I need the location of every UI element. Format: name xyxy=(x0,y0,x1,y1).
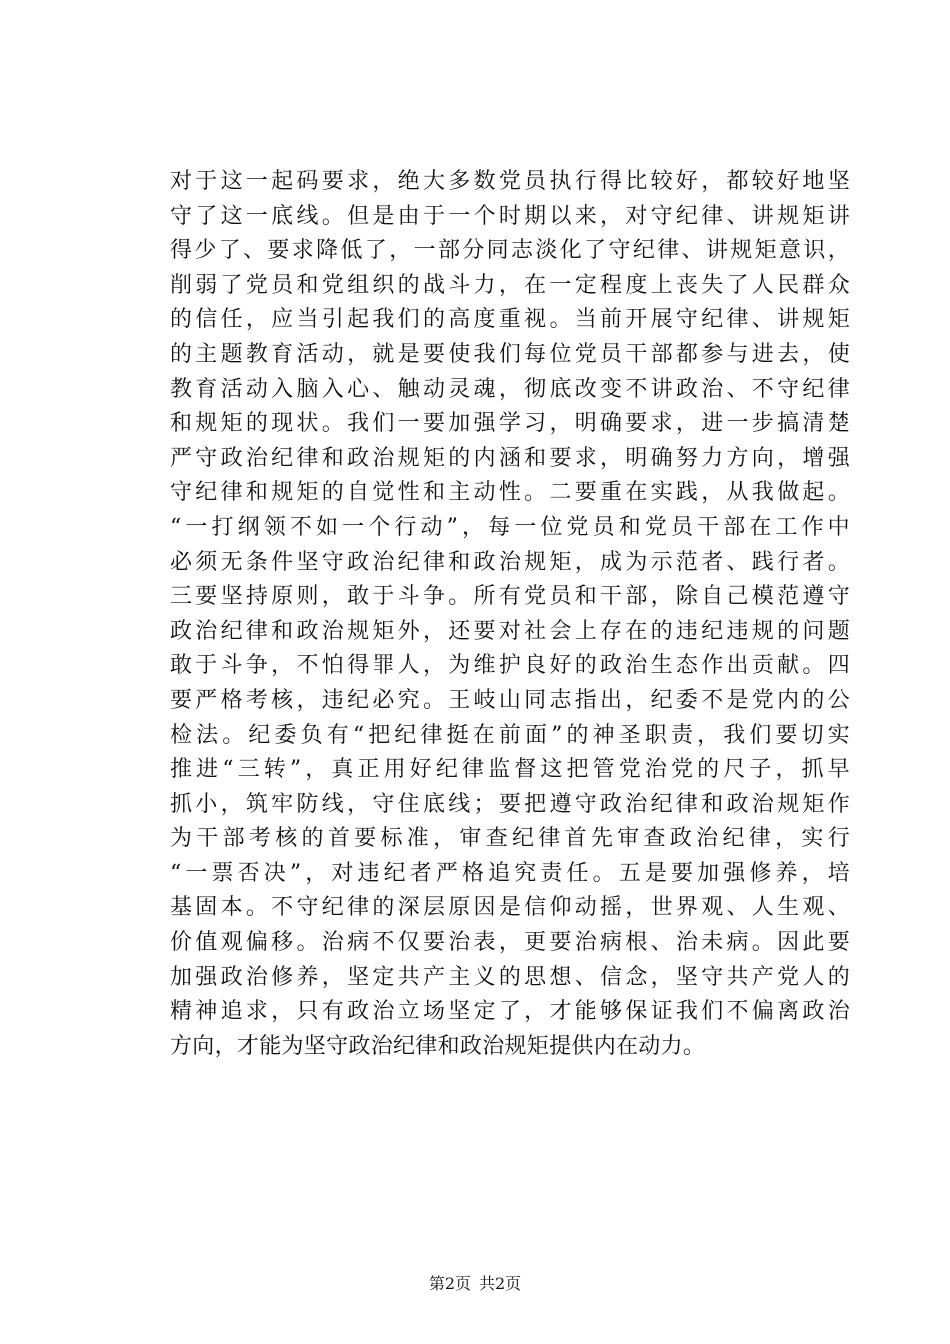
text-line: 精神追求，只有政治立场坚定了，才能够保证我们不偏离政治 xyxy=(170,999,850,1025)
body-paragraph xyxy=(170,165,850,1064)
page-total: 共2页 xyxy=(479,1274,522,1293)
text-line: 对于这一起码要求，绝大多数党员执行得比较好，都较好地坚 xyxy=(170,169,850,194)
text-line: 要严格考核，违纪必究。王岐山同志指出，纪委不是党内的公 xyxy=(170,687,850,713)
text-line: 抓小，筑牢防线，守住底线；要把遵守政治纪律和政治规矩作 xyxy=(170,791,850,817)
text-line: 为干部考核的首要标准，审查纪律首先审查政治纪律，实行 xyxy=(170,826,850,852)
text-line: 推进“三转”，真正用好纪律监督这把管党治党的尺子，抓早 xyxy=(170,757,850,783)
text-line: 政治纪律和政治规矩外，还要对社会上存在的违纪违规的问题 xyxy=(170,618,850,644)
text-line: 严守政治纪律和政治规矩的内涵和要求，明确努力方向，增强 xyxy=(170,445,850,471)
text-line: 得少了、要求降低了，一部分同志淡化了守纪律、讲规矩意识， xyxy=(170,238,850,264)
text-line: “一打纲领不如一个行动”，每一位党员和党员干部在工作中 xyxy=(170,514,850,540)
text-line: 的主题教育活动，就是要使我们每位党员干部都参与进去，使 xyxy=(170,341,850,367)
text-line: 敢于斗争，不怕得罪人，为维护良好的政治生态作出贡献。四 xyxy=(170,653,850,679)
text-line: 方向，才能为坚守政治纪律和政治规矩提供内在动力。 xyxy=(170,1033,706,1059)
text-line: 守纪律和规矩的自觉性和主动性。二要重在实践，从我做起。 xyxy=(170,480,850,506)
text-line: 基固本。不守纪律的深层原因是信仰动摇，世界观、人生观、 xyxy=(170,895,850,921)
page-footer xyxy=(0,1274,950,1294)
text-line: 削弱了党员和党组织的战斗力，在一定程度上丧失了人民群众 xyxy=(170,272,850,298)
text-line: “一票否决”，对违纪者严格追究责任。五是要加强修养，培 xyxy=(170,860,850,886)
text-line: 检法。纪委负有“把纪律挺在前面”的神圣职责，我们要切实 xyxy=(170,722,850,748)
text-line: 三要坚持原则，敢于斗争。所有党员和干部，除自己模范遵守 xyxy=(170,584,850,610)
text-line: 和规矩的现状。我们一要加强学习，明确要求，进一步搞清楚 xyxy=(170,411,850,437)
page-number: 第2页 xyxy=(428,1274,471,1293)
text-line: 加强政治修养，坚定共产主义的思想、信念，坚守共产党人的 xyxy=(170,964,850,990)
text-line: 的信任，应当引起我们的高度重视。当前开展守纪律、讲规矩 xyxy=(170,307,850,333)
text-line: 教育活动入脑入心、触动灵魂，彻底改变不讲政治、不守纪律 xyxy=(170,376,850,402)
text-line: 价值观偏移。治病不仅要治表，更要治病根、治未病。因此要 xyxy=(170,930,850,956)
text-line: 必须无条件坚守政治纪律和政治规矩，成为示范者、践行者。 xyxy=(170,549,850,575)
text-line: 守了这一底线。但是由于一个时期以来，对守纪律、讲规矩讲 xyxy=(170,203,850,229)
